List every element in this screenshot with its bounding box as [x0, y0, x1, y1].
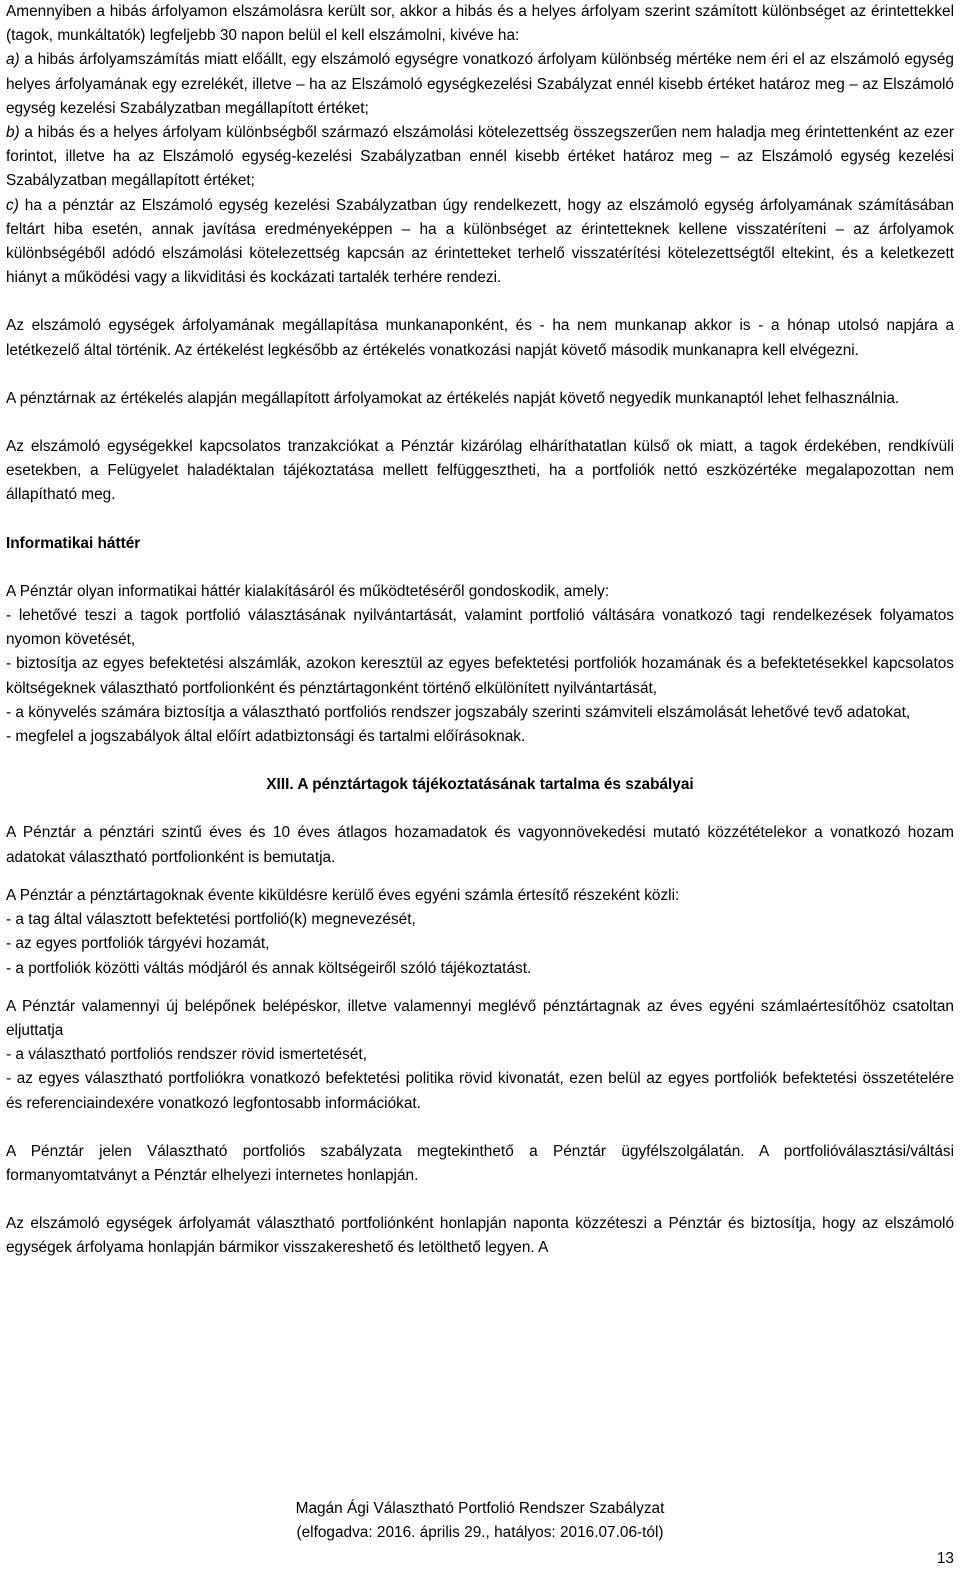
- chapter-title: XIII. A pénztártagok tájékoztatásának tartalma és szabályai: [266, 776, 694, 794]
- condition-c-label: c): [6, 196, 19, 214]
- condition-b-text: a hibás és a helyes árfolyam különbségből származó elszámolási kötelezettség összegszerűen nem haladja meg érintettenként az ezer forintot, illetve ha az Elszámoló egység-kezelési Szabályzatban ennél kisebb értéket határoz meg – az Elszámoló egység kezelési Szabályzatban megállapított értéket;: [6, 124, 954, 190]
- annual-statement-item-3: - a portfoliók közötti váltás módjáról és annak költségeiről szóló tájékoztatást.: [6, 959, 532, 977]
- it-item-2: - biztosítja az egyes befektetési alszámlák, azokon keresztül az egyes befektetési portfoliók hozamának és a befektetésekkel kapcsolatos költségeknek választható portfolionként és pénztártagonként történő elkülönített nyilvántartását,: [6, 655, 954, 697]
- condition-a: [6, 48, 954, 121]
- annual-statement-lead: A Pénztár a pénztártagoknak évente kiküldésre kerülő éves egyéni számla értesítő részeként közli:: [6, 886, 680, 904]
- yield-paragraph: A Pénztár a pénztári szintű éves és 10 éves átlagos hozamadatok és vagyonnövekedési mutató közzétételekor a vonatkozó hozam adatokat választható portfolionként is bemutatja.: [6, 824, 954, 866]
- condition-a-text: a hibás árfolyamszámítás miatt előállt, egy elszámoló egységre vonatkozó árfolyam különbség mértéke nem éri el az elszámoló egység helyes árfolyamának egy ezrelékét, illetve – ha az Elszámoló egységkezelési Szabályzat ennél kisebb értéket határoz meg – az Elszámoló egység kezelési Szabályzatban megállapított értéket;: [6, 51, 954, 117]
- condition-a-label: a): [6, 51, 20, 69]
- new-member-lead: A Pénztár valamennyi új belépőnek belépéskor, illetve valamennyi meglévő pénztártagnak az éves egyéni számlaértesítőhöz csatoltan eljuttatja: [6, 997, 954, 1039]
- page-footer: [0, 1497, 960, 1545]
- page-number: 13: [936, 1550, 954, 1567]
- condition-b-label: b): [6, 124, 20, 142]
- footer-dates: (elfogadva: 2016. április 29., hatályos: 2016.07.06-tól): [296, 1524, 664, 1541]
- it-section-heading: Informatikai háttér: [6, 534, 141, 552]
- rate-publication-paragraph: Az elszámoló egységek árfolyamát választható portfoliónként honlapján naponta közzéteszi a Pénztár és biztosítja, hogy az elszámoló egységek árfolyama honlapján bármikor visszakereshető és letölthető legyen. A: [6, 1215, 954, 1257]
- condition-c: [6, 194, 954, 291]
- valuation-paragraph: Az elszámoló egységek árfolyamának megállapítása munkanaponként, és - ha nem munkanap akkor is - a hónap utolsó napjára a letétkezelő által történik. Az értékelést legkésőbb az értékelés vonatkozási napját követő második munkanapra kell elvégezni.: [6, 317, 954, 359]
- footer-title: Magán Ági Választható Portfolió Rendszer Szabályzat: [295, 1500, 665, 1517]
- condition-b: [6, 121, 954, 194]
- annual-statement-item-2: - az egyes portfoliók tárgyévi hozamát,: [6, 935, 270, 953]
- it-section-lead: A Pénztár olyan informatikai háttér kialakításáról és működtetéséről gondoskodik, amely:: [6, 582, 610, 600]
- it-item-1: - lehetővé teszi a tagok portfolió választásának nyilvántartását, valamint portfolió váltására vonatkozó tagi rendelkezések folyamatos nyomon követését,: [6, 607, 954, 649]
- it-item-3: - a könyvelés számára biztosítja a választható portfoliós rendszer jogszabály szerinti számviteli elszámolását lehetővé tevő adatokat,: [6, 703, 911, 721]
- new-member-item-1: - a választható portfoliós rendszer rövid ismertetését,: [6, 1046, 367, 1064]
- rate-usage-paragraph: A pénztárnak az értékelés alapján megállapított árfolyamokat az értékelés napját követő negyedik munkanaptól lehet felhasználnia.: [6, 389, 900, 407]
- it-item-4: - megfelel a jogszabályok által előírt adatbiztonsági és tartalmi előírásoknak.: [6, 728, 526, 746]
- condition-c-text: ha a pénztár az Elszámoló egység kezelési Szabályzatban úgy rendelkezett, hogy az elszámoló egység árfolyamának számításában feltárt hiba esetén, annak javítása eredményeképpen – ha a különbséget az érintetteknek kellene visszatéríteni – az árfolyamok különbségéből adódó elszámolási kötelezettség kapcsán az érintetteket terhelő visszatérítési kötelezettségtől eltekint, és a keletkezett hiányt a működési vagy a likviditási és kockázati tartalék terhére rendezi.: [6, 196, 954, 287]
- document-page: [6, 0, 954, 1261]
- regulation-availability-paragraph: A Pénztár jelen Választható portfoliós szabályzata megtekinthető a Pénztár ügyfélszolgálatán. A portfolióválasztási/váltási formanyomtatványt a Pénztár elhelyezi internetes honlapján.: [6, 1142, 954, 1184]
- new-member-item-2: - az egyes választható portfoliókra vonatkozó befektetési politika rövid kivonatát, ezen belül az egyes portfoliók befektetési összetételére és referenciaindexére vonatkozó legfontosabb információkat.: [6, 1070, 954, 1112]
- suspension-paragraph: Az elszámoló egységekkel kapcsolatos tranzakciókat a Pénztár kizárólag elháríthatatlan külső ok miatt, a tagok érdekében, rendkívüli esetekben, a Felügyelet haladéktalan tájékoztatása mellett felfüggesztheti, ha a portfoliók nettó eszközértéke megalapozottan nem állapítható meg.: [6, 438, 954, 504]
- annual-statement-item-1: - a tag által választott befektetési portfolió(k) megnevezését,: [6, 911, 416, 929]
- intro-paragraph: Amennyiben a hibás árfolyamon elszámolásra került sor, akkor a hibás és a helyes árfolyam szerint számított különbséget az érintettekkel (tagok, munkáltatók) legfeljebb 30 napon belül el kell elszámolni, kivéve ha:: [6, 3, 954, 45]
